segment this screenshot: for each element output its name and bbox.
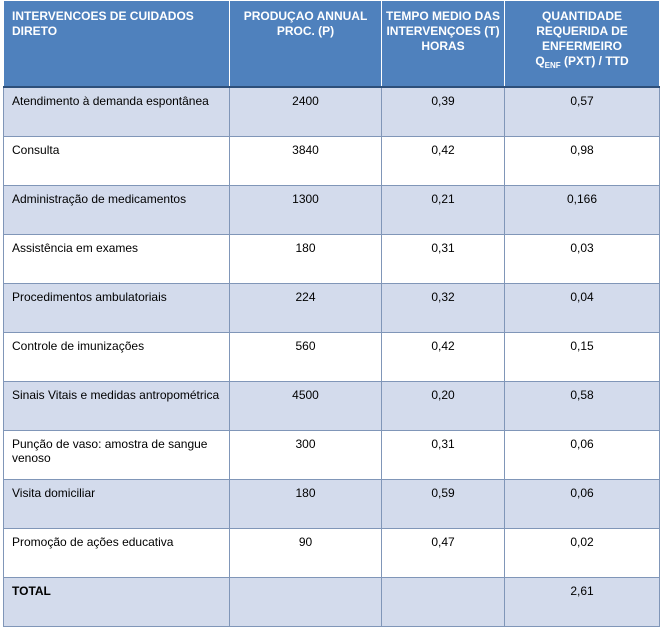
- cell-annual-production: 2400: [230, 87, 382, 137]
- header-average-time: TEMPO MEDIO DAS INTERVENÇOES (T) HORAS: [382, 1, 505, 88]
- cell-average-time: 0,47: [382, 529, 505, 578]
- table-row: [4, 137, 660, 186]
- cell-intervention-name: Punção de vaso: amostra de sangue venoso: [4, 431, 230, 480]
- cell-annual-production: 560: [230, 333, 382, 382]
- cell-total-label: TOTAL: [4, 578, 230, 627]
- cell-annual-production: 180: [230, 235, 382, 284]
- header-annual-production: PRODUÇAO ANNUAL PROC. (P): [230, 1, 382, 88]
- cell-nurse-quantity: 0,06: [505, 431, 660, 480]
- cell-nurse-quantity: 0,15: [505, 333, 660, 382]
- table-row: [4, 186, 660, 235]
- cell-nurse-quantity: 0,166: [505, 186, 660, 235]
- cell-annual-production: 1300: [230, 186, 382, 235]
- cell-average-time: 0,31: [382, 235, 505, 284]
- table-body: [4, 87, 660, 627]
- table-container: [3, 0, 660, 627]
- formula-q: Q: [535, 54, 545, 68]
- table-row: [4, 87, 660, 137]
- cell-average-time: 0,31: [382, 431, 505, 480]
- cell-intervention-name: Assistência em exames: [4, 235, 230, 284]
- cell-empty: [382, 578, 505, 627]
- nursing-interventions-table: [3, 0, 660, 627]
- cell-intervention-name: Visita domiciliar: [4, 480, 230, 529]
- cell-annual-production: 4500: [230, 382, 382, 431]
- cell-nurse-quantity: 0,03: [505, 235, 660, 284]
- table-row: [4, 480, 660, 529]
- cell-intervention-name: Procedimentos ambulatoriais: [4, 284, 230, 333]
- table-row: [4, 529, 660, 578]
- cell-intervention-name: Controle de imunizações: [4, 333, 230, 382]
- formula-tail: (PXT) / TTD: [560, 54, 629, 68]
- formula-subscript: ENF: [544, 61, 561, 70]
- cell-average-time: 0,59: [382, 480, 505, 529]
- header-nurse-quantity-formula: [535, 54, 628, 68]
- table-row: [4, 284, 660, 333]
- cell-intervention-name: Administração de medicamentos: [4, 186, 230, 235]
- table-row: [4, 235, 660, 284]
- cell-average-time: 0,32: [382, 284, 505, 333]
- cell-annual-production: 3840: [230, 137, 382, 186]
- header-interventions: INTERVENCOES DE CUIDADOS DIRETO: [4, 1, 230, 88]
- cell-average-time: 0,39: [382, 87, 505, 137]
- cell-annual-production: 180: [230, 480, 382, 529]
- table-row: [4, 333, 660, 382]
- cell-empty: [230, 578, 382, 627]
- header-nurse-quantity-title: QUANTIDADE REQUERIDA DE ENFERMEIRO: [536, 9, 628, 53]
- header-nurse-quantity: [505, 1, 660, 88]
- cell-intervention-name: Atendimento à demanda espontânea: [4, 87, 230, 137]
- cell-nurse-quantity: 0,04: [505, 284, 660, 333]
- cell-average-time: 0,21: [382, 186, 505, 235]
- cell-nurse-quantity: 0,06: [505, 480, 660, 529]
- cell-annual-production: 300: [230, 431, 382, 480]
- cell-annual-production: 224: [230, 284, 382, 333]
- cell-nurse-quantity: 0,98: [505, 137, 660, 186]
- cell-nurse-quantity: 0,57: [505, 87, 660, 137]
- cell-average-time: 0,20: [382, 382, 505, 431]
- header-row: [4, 1, 660, 88]
- cell-total-quantity: 2,61: [505, 578, 660, 627]
- table-row: [4, 382, 660, 431]
- cell-nurse-quantity: 0,02: [505, 529, 660, 578]
- cell-nurse-quantity: 0,58: [505, 382, 660, 431]
- cell-average-time: 0,42: [382, 333, 505, 382]
- cell-intervention-name: Consulta: [4, 137, 230, 186]
- cell-intervention-name: Sinais Vitais e medidas antropométrica: [4, 382, 230, 431]
- cell-average-time: 0,42: [382, 137, 505, 186]
- cell-annual-production: 90: [230, 529, 382, 578]
- cell-intervention-name: Promoção de ações educativa: [4, 529, 230, 578]
- table-row: [4, 431, 660, 480]
- total-row: [4, 578, 660, 627]
